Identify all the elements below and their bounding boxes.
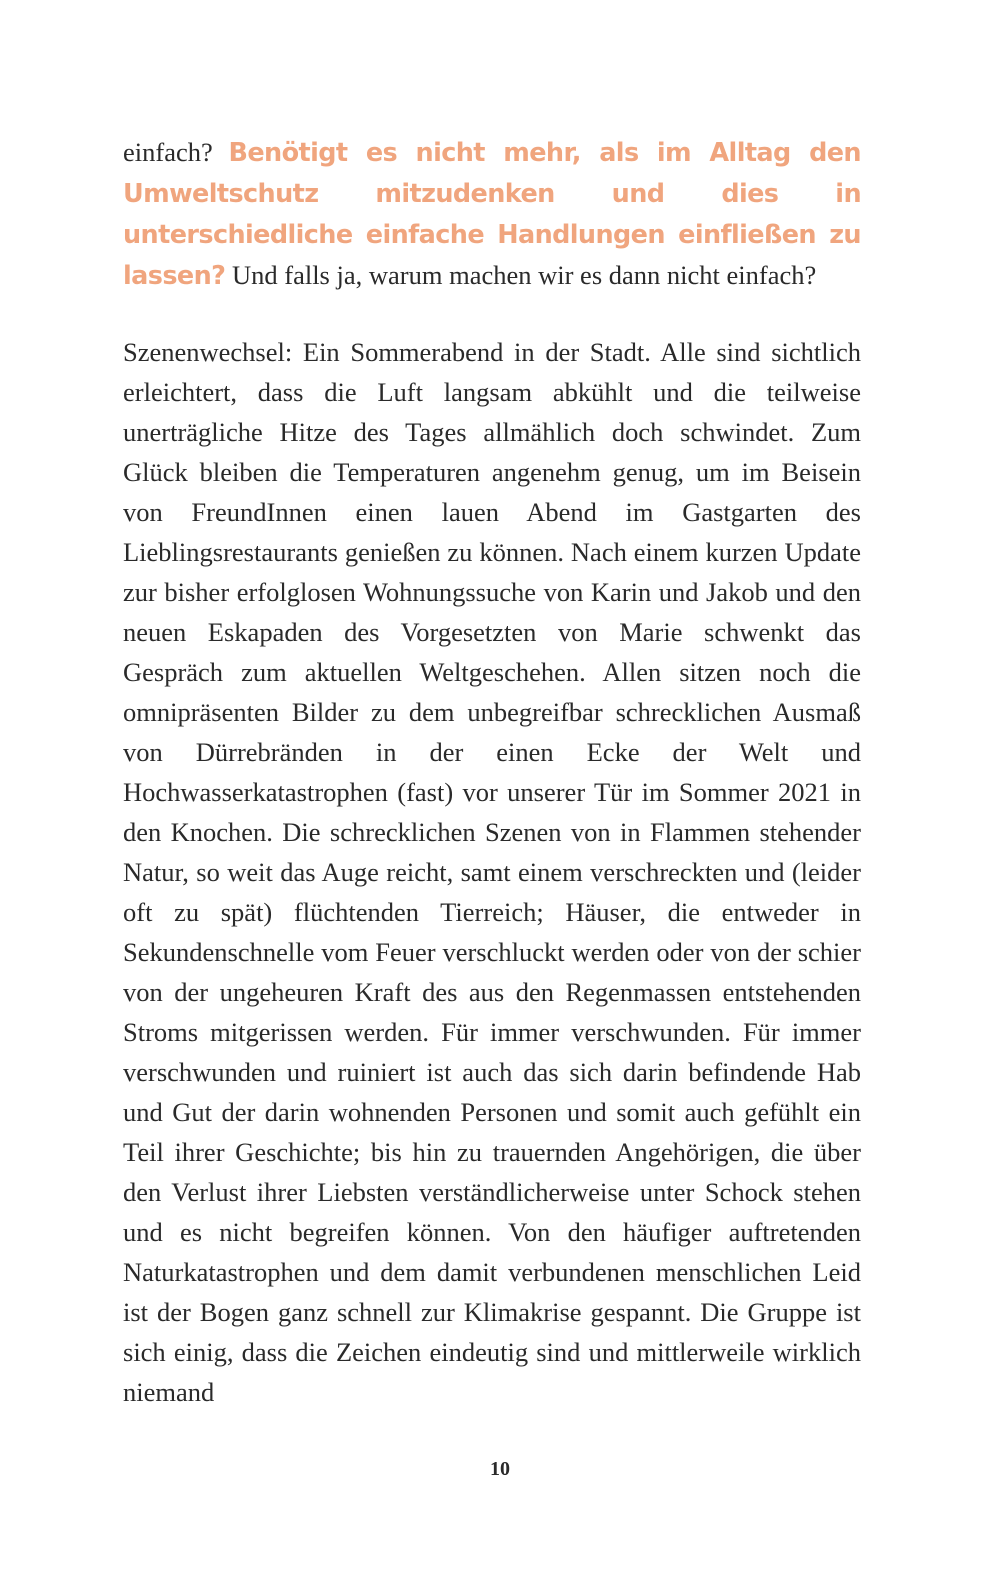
page-number: 10 [490,1458,510,1480]
intro-paragraph [123,132,861,296]
body-paragraph: Szenenwechsel: Ein Sommerabend in der Stadt. Alle sind sichtlich erleichtert, dass die Luft langsam abkühlt und die teilweise unerträgliche Hitze des Tages allmählich doch schwindet. Zum Glück bleiben die Temperaturen angenehm genug, um im Beisein von FreundInnen einen lauen Abend im Gastgarten des Lieblingsrestaurants genießen zu können. Nach einem kurzen Update zur bisher erfolglosen Wohnungssuche von Karin und Jakob und den neuen Eskapaden des Vorgesetzten von Marie schwenkt das Gespräch zum aktuellen Weltgeschehen. Allen sitzen noch die omnipräsenten Bilder zu dem unbegreifbar schrecklichen Ausmaß von Dürrebränden in der einen Ecke der Welt und Hochwasserkatastrophen (fast) vor unserer Tür im Sommer 2021 in den Knochen. Die schrecklichen Szenen von in Flammen stehender Natur, so weit das Auge reicht, samt einem verschreckten und (leider oft zu spät) flüchtenden Tierreich; Häuser, die entweder in Sekundenschnelle vom Feuer verschluckt werden oder von der schier von der ungeheuren Kraft des aus den Regenmassen entstehenden Stroms mitgerissen werden. Für immer verschwunden. Für immer verschwunden und ruiniert ist auch das sich darin befindende Hab und Gut der darin wohnenden Personen und somit auch gefühlt ein Teil ihrer Geschichte; bis hin zu trauernden Angehörigen, die über den Verlust ihrer Liebsten verständlicherweise unter Schock stehen und es nicht begreifen können. Von den häufiger auftretenden Naturkatastrophen und dem damit verbundenen menschlichen Leid ist der Bogen ganz schnell zur Klimakrise gespannt. Die Gruppe ist sich einig, dass die Zeichen eindeutig sind und mittlerweile wirklich niemand [123,337,861,1407]
highlighted-question: Benötigt es nicht mehr, als im Alltag den Umweltschutz mitzudenken und dies in unterschiedliche einfache Handlungen einfließen zu lassen? [123,138,861,291]
intro-tail-text: Und falls ja, warum machen wir es dann nicht einfach? [225,260,817,290]
intro-lead-text: einfach? [123,137,229,167]
